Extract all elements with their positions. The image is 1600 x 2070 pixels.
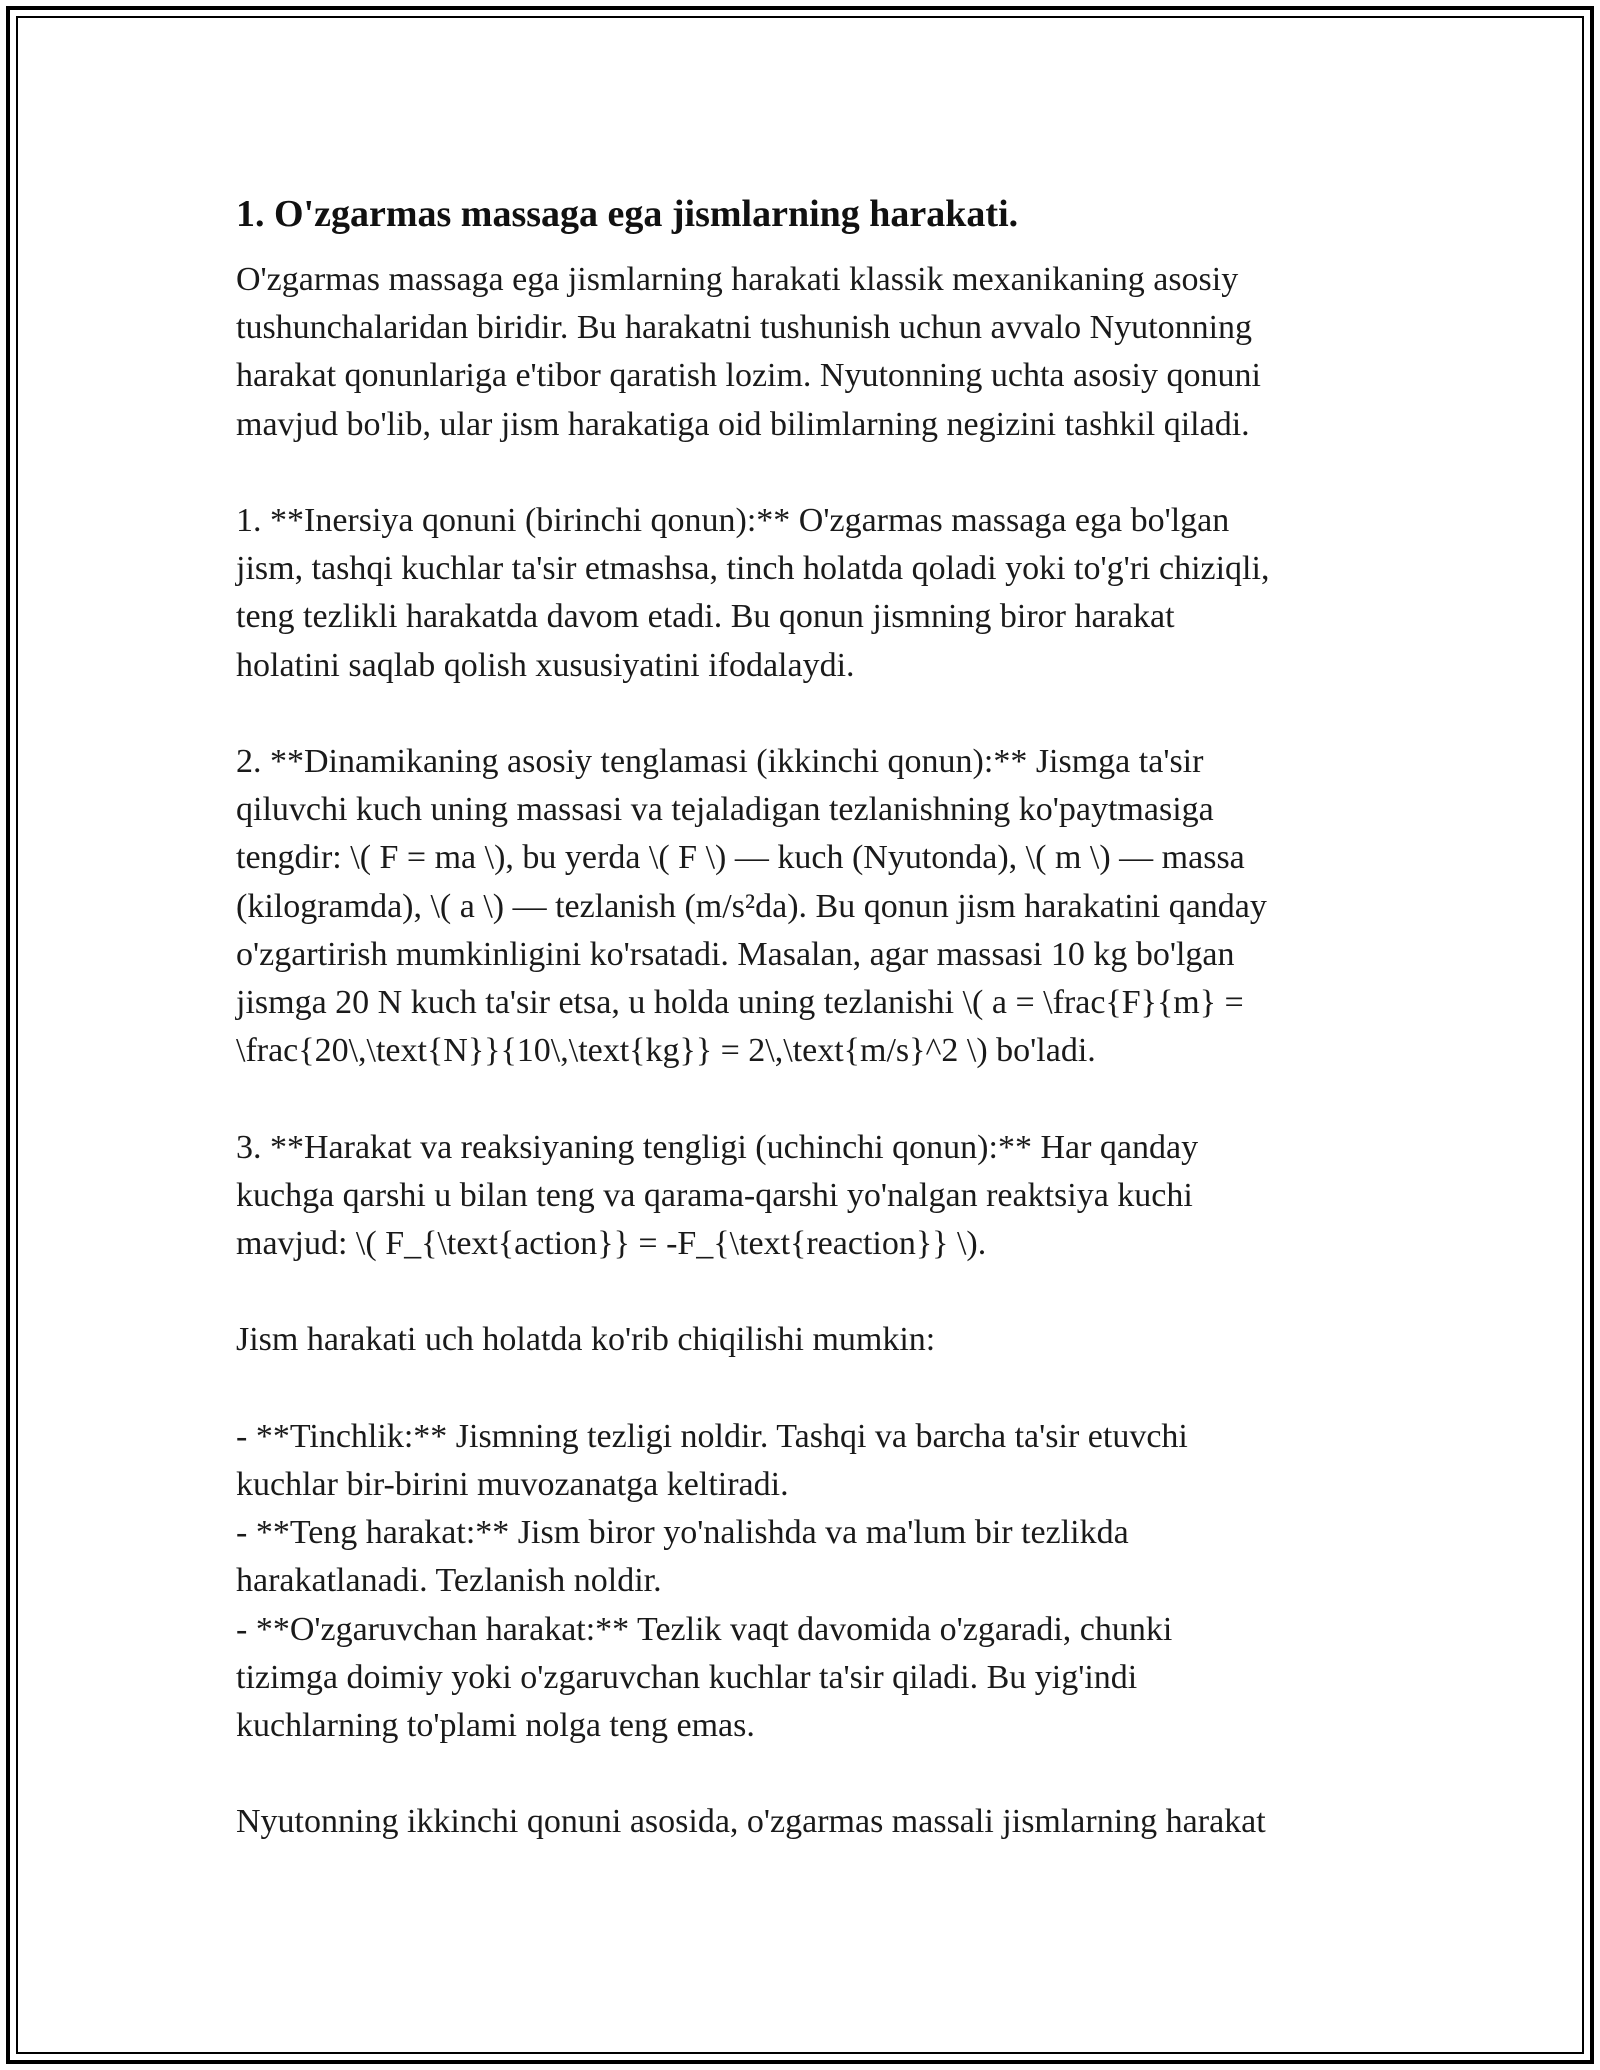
- paragraph-states-intro: [236, 1316, 1376, 1364]
- text-line: kuchlar bir-birini muvozanatga keltiradi.: [236, 1466, 789, 1503]
- text-line: mavjud bo'lib, ular jism harakatiga oid bilimlarning negizini tashkil qiladi.: [236, 405, 1250, 443]
- text-line: jism, tashqi kuchlar ta'sir etmashsa, tinch holatda qoladi yoki to'g'ri chiziqli,: [236, 550, 1270, 588]
- paragraph-conclusion: [236, 1798, 1376, 1846]
- text-line: o'zgartirish mumkinligini ko'rsatadi. Masalan, agar massasi 10 kg bo'lgan: [236, 935, 1235, 973]
- document-content: [236, 186, 1376, 1847]
- text-line: (kilogramda), \( a \) — tezlanish (m/s²da). Bu qonun jism harakatini qanday: [236, 887, 1267, 925]
- text-line: - **O'zgaruvchan harakat:** Tezlik vaqt davomida o'zgaradi, chunki: [236, 1610, 1173, 1648]
- text-line: mavjud: \( F_{\text{action}} = -F_{\text{reaction}} \).: [236, 1225, 987, 1263]
- text-line: tizimga doimiy yoki o'zgaruvchan kuchlar ta'sir qiladi. Bu yig'indi: [236, 1658, 1138, 1696]
- text-line: 1. **Inersiya qonuni (birinchi qonun):** O'zgarmas massaga ega bo'lgan: [236, 502, 1230, 539]
- text-line: 3. **Harakat va reaksiyaning tengligi (uchinchi qonun):** Har qanday: [236, 1128, 1199, 1166]
- text-line: kuchlarning to'plami nolga teng emas.: [236, 1707, 755, 1745]
- text-line: Nyutonning ikkinchi qonuni asosida, o'zgarmas massali jismlarning harakat: [236, 1803, 1266, 1841]
- section-title: 1. O'zgarmas massaga ega jismlarning harakati.: [236, 193, 1019, 235]
- text-line: holatini saqlab qolish xususiyatini ifodalaydi.: [236, 646, 855, 684]
- text-line: \frac{20\,\text{N}}{10\,\text{kg}} = 2\,\text{m/s}^2 \) bo'ladi.: [236, 1032, 1096, 1070]
- text-line: qiluvchi kuch uning massasi va tejaladigan tezlanishning ko'paytmasiga: [236, 791, 1214, 829]
- text-line: O'zgarmas massaga ega jismlarning harakati klassik mexanikaning asosiy: [236, 261, 1239, 298]
- text-line: tengdir: \( F = ma \), bu yerda \( F \) — kuch (Nyutonda), \( m \) — massa: [236, 839, 1245, 877]
- paragraph-second-law: [236, 738, 1376, 1075]
- text-line: 2. **Dinamikaning asosiy tenglamasi (ikkinchi qonun):** Jismga ta'sir: [236, 743, 1204, 780]
- paragraph-third-law: [236, 1124, 1376, 1269]
- text-line: Jism harakati uch holatda ko'rib chiqilishi mumkin:: [236, 1321, 936, 1359]
- text-line: teng tezlikli harakatda davom etadi. Bu qonun jismning biror harakat: [236, 598, 1175, 636]
- text-line: jismga 20 N kuch ta'sir etsa, u holda uning tezlanishi \( a = \frac{F}{m} =: [236, 984, 1244, 1022]
- text-line: kuchga qarshi u bilan teng va qarama-qarshi yo'nalgan reaktsiya kuchi: [236, 1176, 1193, 1214]
- text-line: - **Tinchlik:** Jismning tezligi noldir. Tashqi va barcha ta'sir etuvchi: [236, 1417, 1188, 1455]
- paragraph-first-law: [236, 497, 1376, 690]
- text-line: harakat qonunlariga e'tibor qaratish lozim. Nyutonning uchta asosiy qonuni: [236, 357, 1261, 395]
- text-line: harakatlanadi. Tezlanish noldir.: [236, 1562, 662, 1600]
- paragraph-states-list: [236, 1413, 1376, 1750]
- paragraph-intro: [236, 256, 1376, 449]
- text-line: tushunchalaridan biridir. Bu harakatni tushunish uchun avvalo Nyutonning: [236, 309, 1253, 347]
- text-line: - **Teng harakat:** Jism biror yo'nalishda va ma'lum bir tezlikda: [236, 1514, 1129, 1552]
